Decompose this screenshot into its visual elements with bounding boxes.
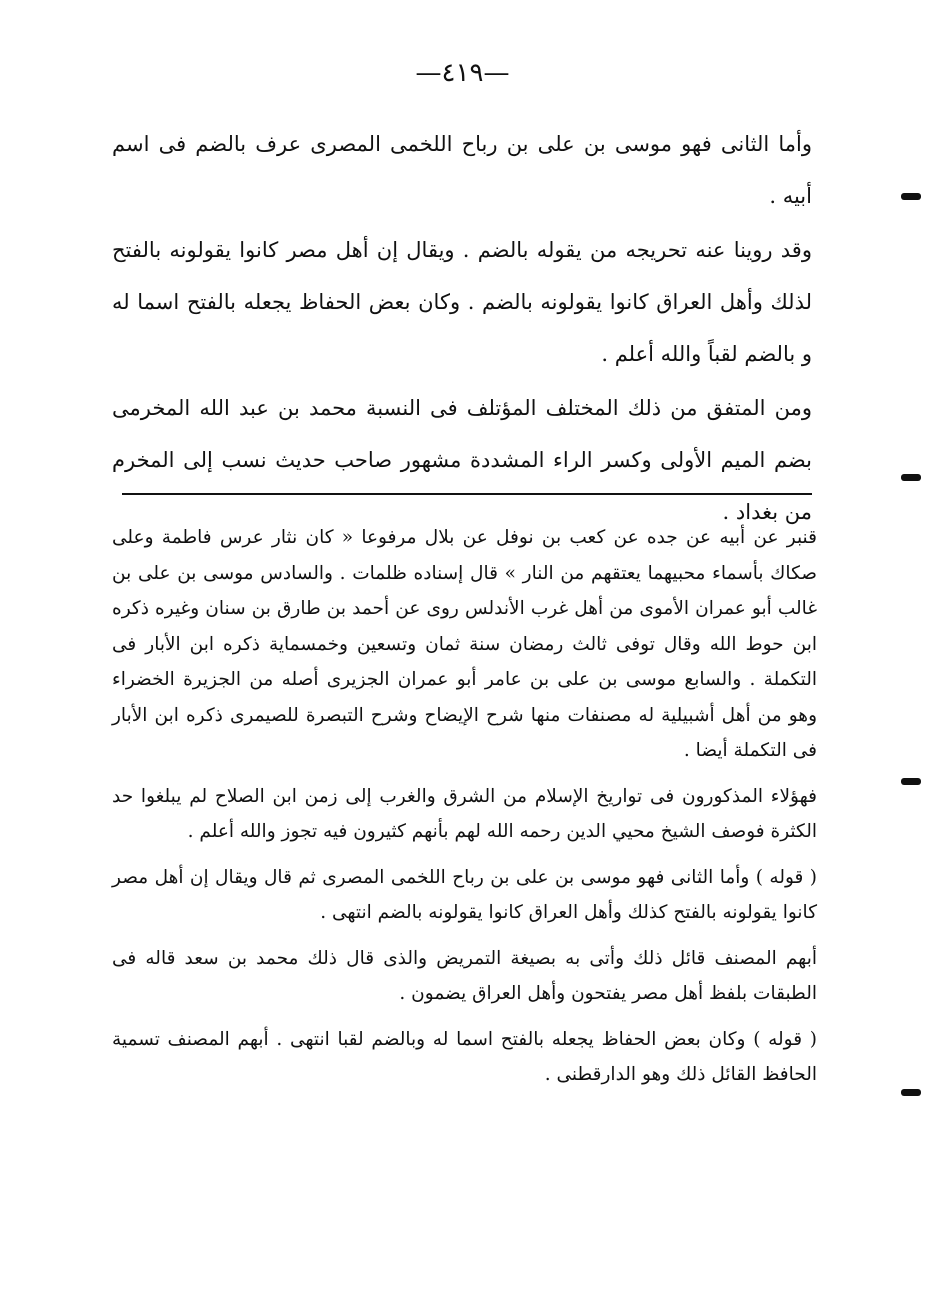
footnote-paragraph: ( قوله ) وأما الثانى فهو موسى بن على بن رباح اللخمى المصرى ثم قال ويقال إن أهل مصر كانوا يقولونه بالفتح كذلك وأهل العراق كانوا يقولونه بالضم انتهى . bbox=[112, 866, 817, 923]
footnote-paragraph: قنبر عن أبيه عن جده عن كعب بن نوفل عن بلال مرفوعا « كان نثار عرس فاطمة وعلى صكاك بأسماء محبيهما يعتقهم من النار » قال إسناده ظلمات . والسادس موسى بن على بن غالب أبو عمران الأموى من أهل غرب الأندلس روى عن أحمد بن طارق بن سنان وغيره ذكره ابن حوط الله وقال توفى ثالث رمضان سنة ثمان وتسعين وخمسماية ذكره ابن الأبار فى التكملة . والسابع موسى بن على بن عامر أبو عمران الجزيرى أصله من الجزيرة الخضراء وهو من أهل أشبيلية له مصنفات منها شرح الإيضاح وشرح التبصرة للصيمرى ذكره ابن الأبار فى التكملة أيضا . bbox=[112, 527, 817, 761]
margin-mark bbox=[901, 474, 921, 481]
footnote-divider bbox=[122, 493, 812, 495]
margin-mark bbox=[901, 778, 921, 785]
main-paragraph: وقد روينا عنه تحريجه من يقوله بالضم . ويقال إن أهل مصر كانوا يقولونه بالفتح لذلك وأهل العراق كانوا يقولونه بالضم . وكان بعض الحفاظ يجعله بالفتح اسما له و بالضم لقباً والله أعلم . bbox=[112, 238, 812, 366]
margin-mark bbox=[901, 1089, 921, 1096]
footnote-paragraph: فهؤلاء المذكورون فى تواريخ الإسلام من الشرق والغرب إلى زمن ابن الصلاح لم يبلغوا حد الكثرة فوصف الشيخ محيي الدين رحمه الله لهم بأنهم كثيرون فيه تجوز والله أعلم . bbox=[112, 785, 817, 842]
footnote-paragraph: ( قوله ) وكان بعض الحفاظ يجعله بالفتح اسما له وبالضم لقبا انتهى . أبهم المصنف تسمية الحافظ القائل ذلك وهو الدارقطنى . bbox=[112, 1028, 817, 1085]
footnote-block bbox=[112, 520, 817, 1103]
footnote-paragraph: أبهم المصنف قائل ذلك وأتى به بصيغة التمريض والذى قال ذلك محمد بن سعد قاله فى الطبقات بلفظ أهل مصر يفتحون وأهل العراق يضمون . bbox=[112, 947, 817, 1004]
page-number: —٤١٩— bbox=[415, 58, 510, 88]
main-paragraph: وأما الثانى فهو موسى بن على بن رباح اللخمى المصرى عرف بالضم فى اسم أبيه . bbox=[112, 132, 812, 208]
margin-mark bbox=[901, 193, 921, 200]
main-text-block bbox=[112, 118, 812, 540]
main-paragraph: ومن المتفق من ذلك المختلف المؤتلف فى النسبة محمد بن عبد الله المخرمى بضم الميم الأولى وكسر الراء المشددة مشهور صاحب حديث نسب إلى المخرم من بغداد . bbox=[112, 396, 812, 524]
